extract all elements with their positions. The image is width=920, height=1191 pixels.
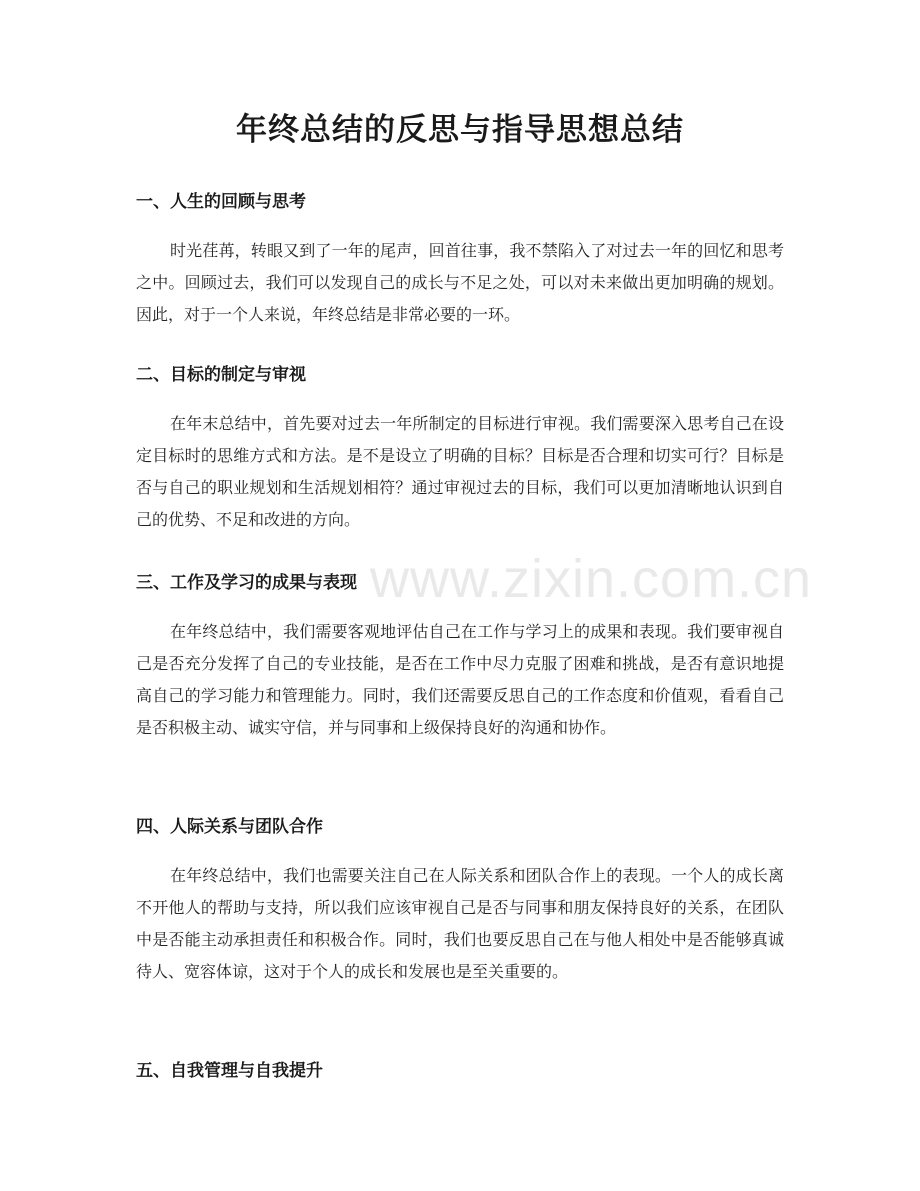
section-3 <box>136 570 784 744</box>
section-5 <box>136 1058 784 1084</box>
section-paragraph: 在年终总结中，我们也需要关注自己在人际关系和团队合作上的表现。一个人的成长离不开他人的帮助与支持，所以我们应该审视自己是否与同事和朋友保持良好的关系，在团队中是否能主动承担责任和积极合作。同时，我们也要反思自己在与他人相处中是否能够真诚待人、宽容体谅，这对于个人的成长和发展也是至关重要的。 <box>136 866 784 981</box>
section-heading: 一、人生的回顾与思考 <box>136 192 306 212</box>
section-2 <box>136 362 784 536</box>
section-paragraph: 在年末总结中，首先要对过去一年所制定的目标进行审视。我们需要深入思考自己在设定目标时的思维方式和方法。是不是设立了明确的目标？目标是否合理和切实可行？目标是否与自己的职业规划和生活规划相符？通过审视过去的目标，我们可以更加清晰地认识到自己的优势、不足和改进的方向。 <box>136 414 784 529</box>
watermark: www.zixin.com.cn <box>370 549 813 609</box>
section-paragraph: 在年终总结中，我们需要客观地评估自己在工作与学习上的成果和表现。我们要审视自己是否充分发挥了自己的专业技能，是否在工作中尽力克服了困难和挑战，是否有意识地提高自己的学习能力和管理能力。同时，我们还需要反思自己的工作态度和价值观，看看自己是否积极主动、诚实守信，并与同事和上级保持良好的沟通和协作。 <box>136 622 784 737</box>
section-heading: 四、人际关系与团队合作 <box>136 817 323 837</box>
section-1 <box>136 189 784 331</box>
section-heading: 二、目标的制定与审视 <box>136 365 306 385</box>
page-title: 年终总结的反思与指导思想总结 <box>236 112 684 148</box>
section-heading: 三、工作及学习的成果与表现 <box>136 573 357 593</box>
section-heading: 五、自我管理与自我提升 <box>136 1061 323 1081</box>
section-paragraph: 时光荏苒，转眼又到了一年的尾声，回首往事，我不禁陷入了对过去一年的回忆和思考之中。回顾过去，我们可以发现自己的成长与不足之处，可以对未来做出更加明确的规划。因此，对于一个人来说，年终总结是非常必要的一环。 <box>136 241 784 324</box>
section-4 <box>136 814 784 988</box>
